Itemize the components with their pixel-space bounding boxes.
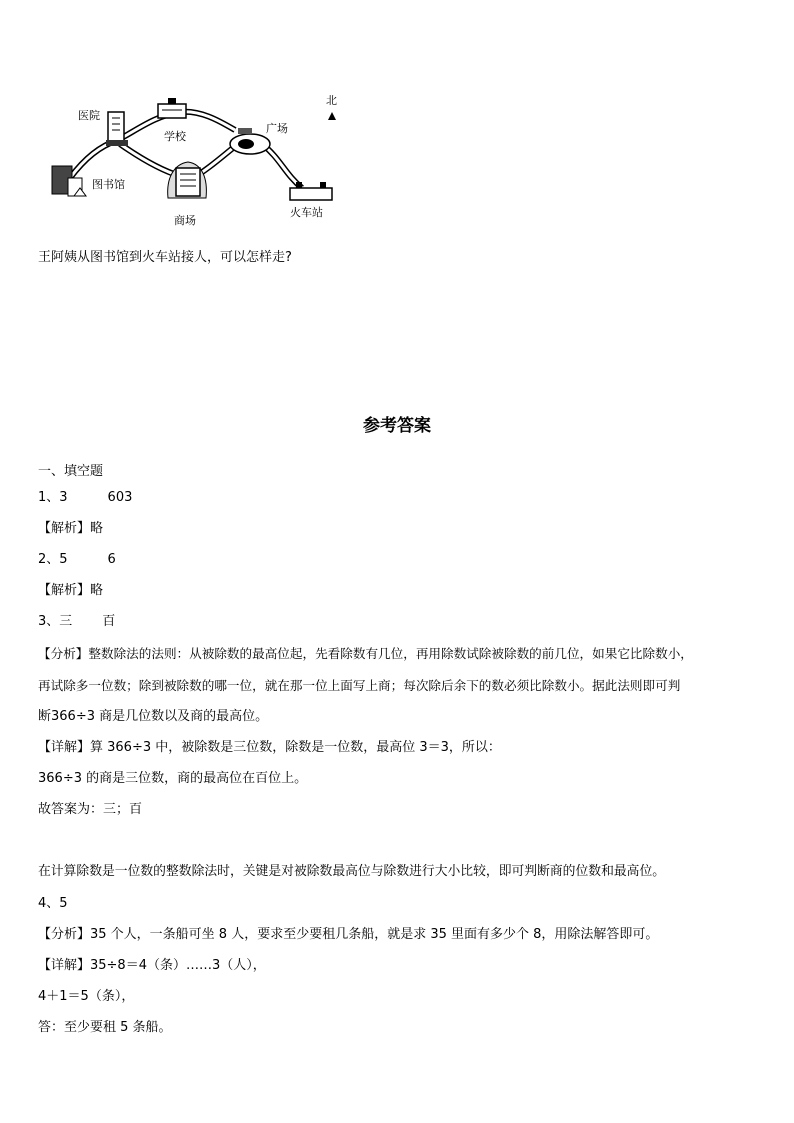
hospital-icon: [106, 112, 128, 146]
answer-3-detail-line-1: 【详解】算 366÷3 中，被除数是三位数，除数是一位数，最高位 3＝3，所以：: [38, 740, 501, 755]
answer-4-analysis: 【分析】35 个人，一条船可坐 8 人，要求至少要租几条船，就是求 35 里面有多少个 8，用除法解答即可。: [38, 927, 659, 942]
answer-4-detail-line-2: 4＋1＝5（条），: [38, 989, 135, 1004]
answer-1: [38, 490, 132, 506]
school-label: 学校: [164, 130, 186, 143]
mall-icon: [168, 162, 207, 198]
question-text: 王阿姨从图书馆到火车站接人，可以怎样走?: [38, 250, 292, 265]
answer-3-summary: 在计算除数是一位数的整数除法时，关键是对被除数最高位与除数进行大小比较，即可判断商的位数和最高位。: [38, 864, 666, 879]
answer-2-note: 【解析】略: [38, 583, 104, 598]
north-label: 北: [326, 94, 337, 107]
answer-4: 4、5: [38, 896, 68, 911]
answer-3-analysis-line-1: 【分析】整数除法的法则：从被除数的最高位起，先看除数有几位，再用除数试除被除数的前几位，如果它比除数小，: [38, 646, 693, 661]
answer-1-num: 1、3: [38, 490, 68, 505]
answer-3-value: 百: [102, 614, 116, 629]
answer-3-detail-line-2: 366÷3 的商是三位数，商的最高位在百位上。: [38, 771, 308, 786]
square-icon: [230, 128, 270, 154]
answer-4-detail-line-1: 【详解】35÷8＝4（条）……3（人），: [38, 958, 266, 973]
answer-1-value: 603: [107, 490, 133, 505]
answer-1-note: 【解析】略: [38, 521, 104, 536]
answer-2-num: 2、5: [38, 552, 68, 567]
square-label: 广场: [266, 122, 288, 135]
answer-3-analysis-line-2: 再试除多一位数；除到被除数的哪一位，就在那一位上面写上商；每次除后余下的数必须比除数小。据此法则即可判: [38, 678, 681, 693]
answer-3: [38, 614, 115, 630]
station-label: 火车站: [290, 206, 323, 219]
answer-3-final: 故答案为：三；百: [38, 802, 143, 817]
answer-4-final: 答：至少要租 5 条船。: [38, 1020, 172, 1035]
library-label: 图书馆: [92, 178, 125, 191]
school-icon: [158, 98, 186, 118]
library-icon: [52, 166, 86, 196]
mall-label: 商场: [174, 214, 196, 227]
answer-2-value: 6: [107, 552, 116, 567]
north-arrow-icon: [328, 112, 336, 120]
section-heading: 一、填空题: [38, 464, 104, 479]
answer-3-num: 3、三: [38, 614, 73, 629]
answers-title: 参考答案: [363, 416, 431, 436]
answer-2: [38, 552, 116, 568]
answer-3-analysis-line-3: 断366÷3 商是几位数以及商的最高位。: [38, 709, 269, 724]
hospital-label: 医院: [78, 109, 100, 122]
route-map: [40, 88, 370, 238]
station-icon: [290, 182, 332, 200]
